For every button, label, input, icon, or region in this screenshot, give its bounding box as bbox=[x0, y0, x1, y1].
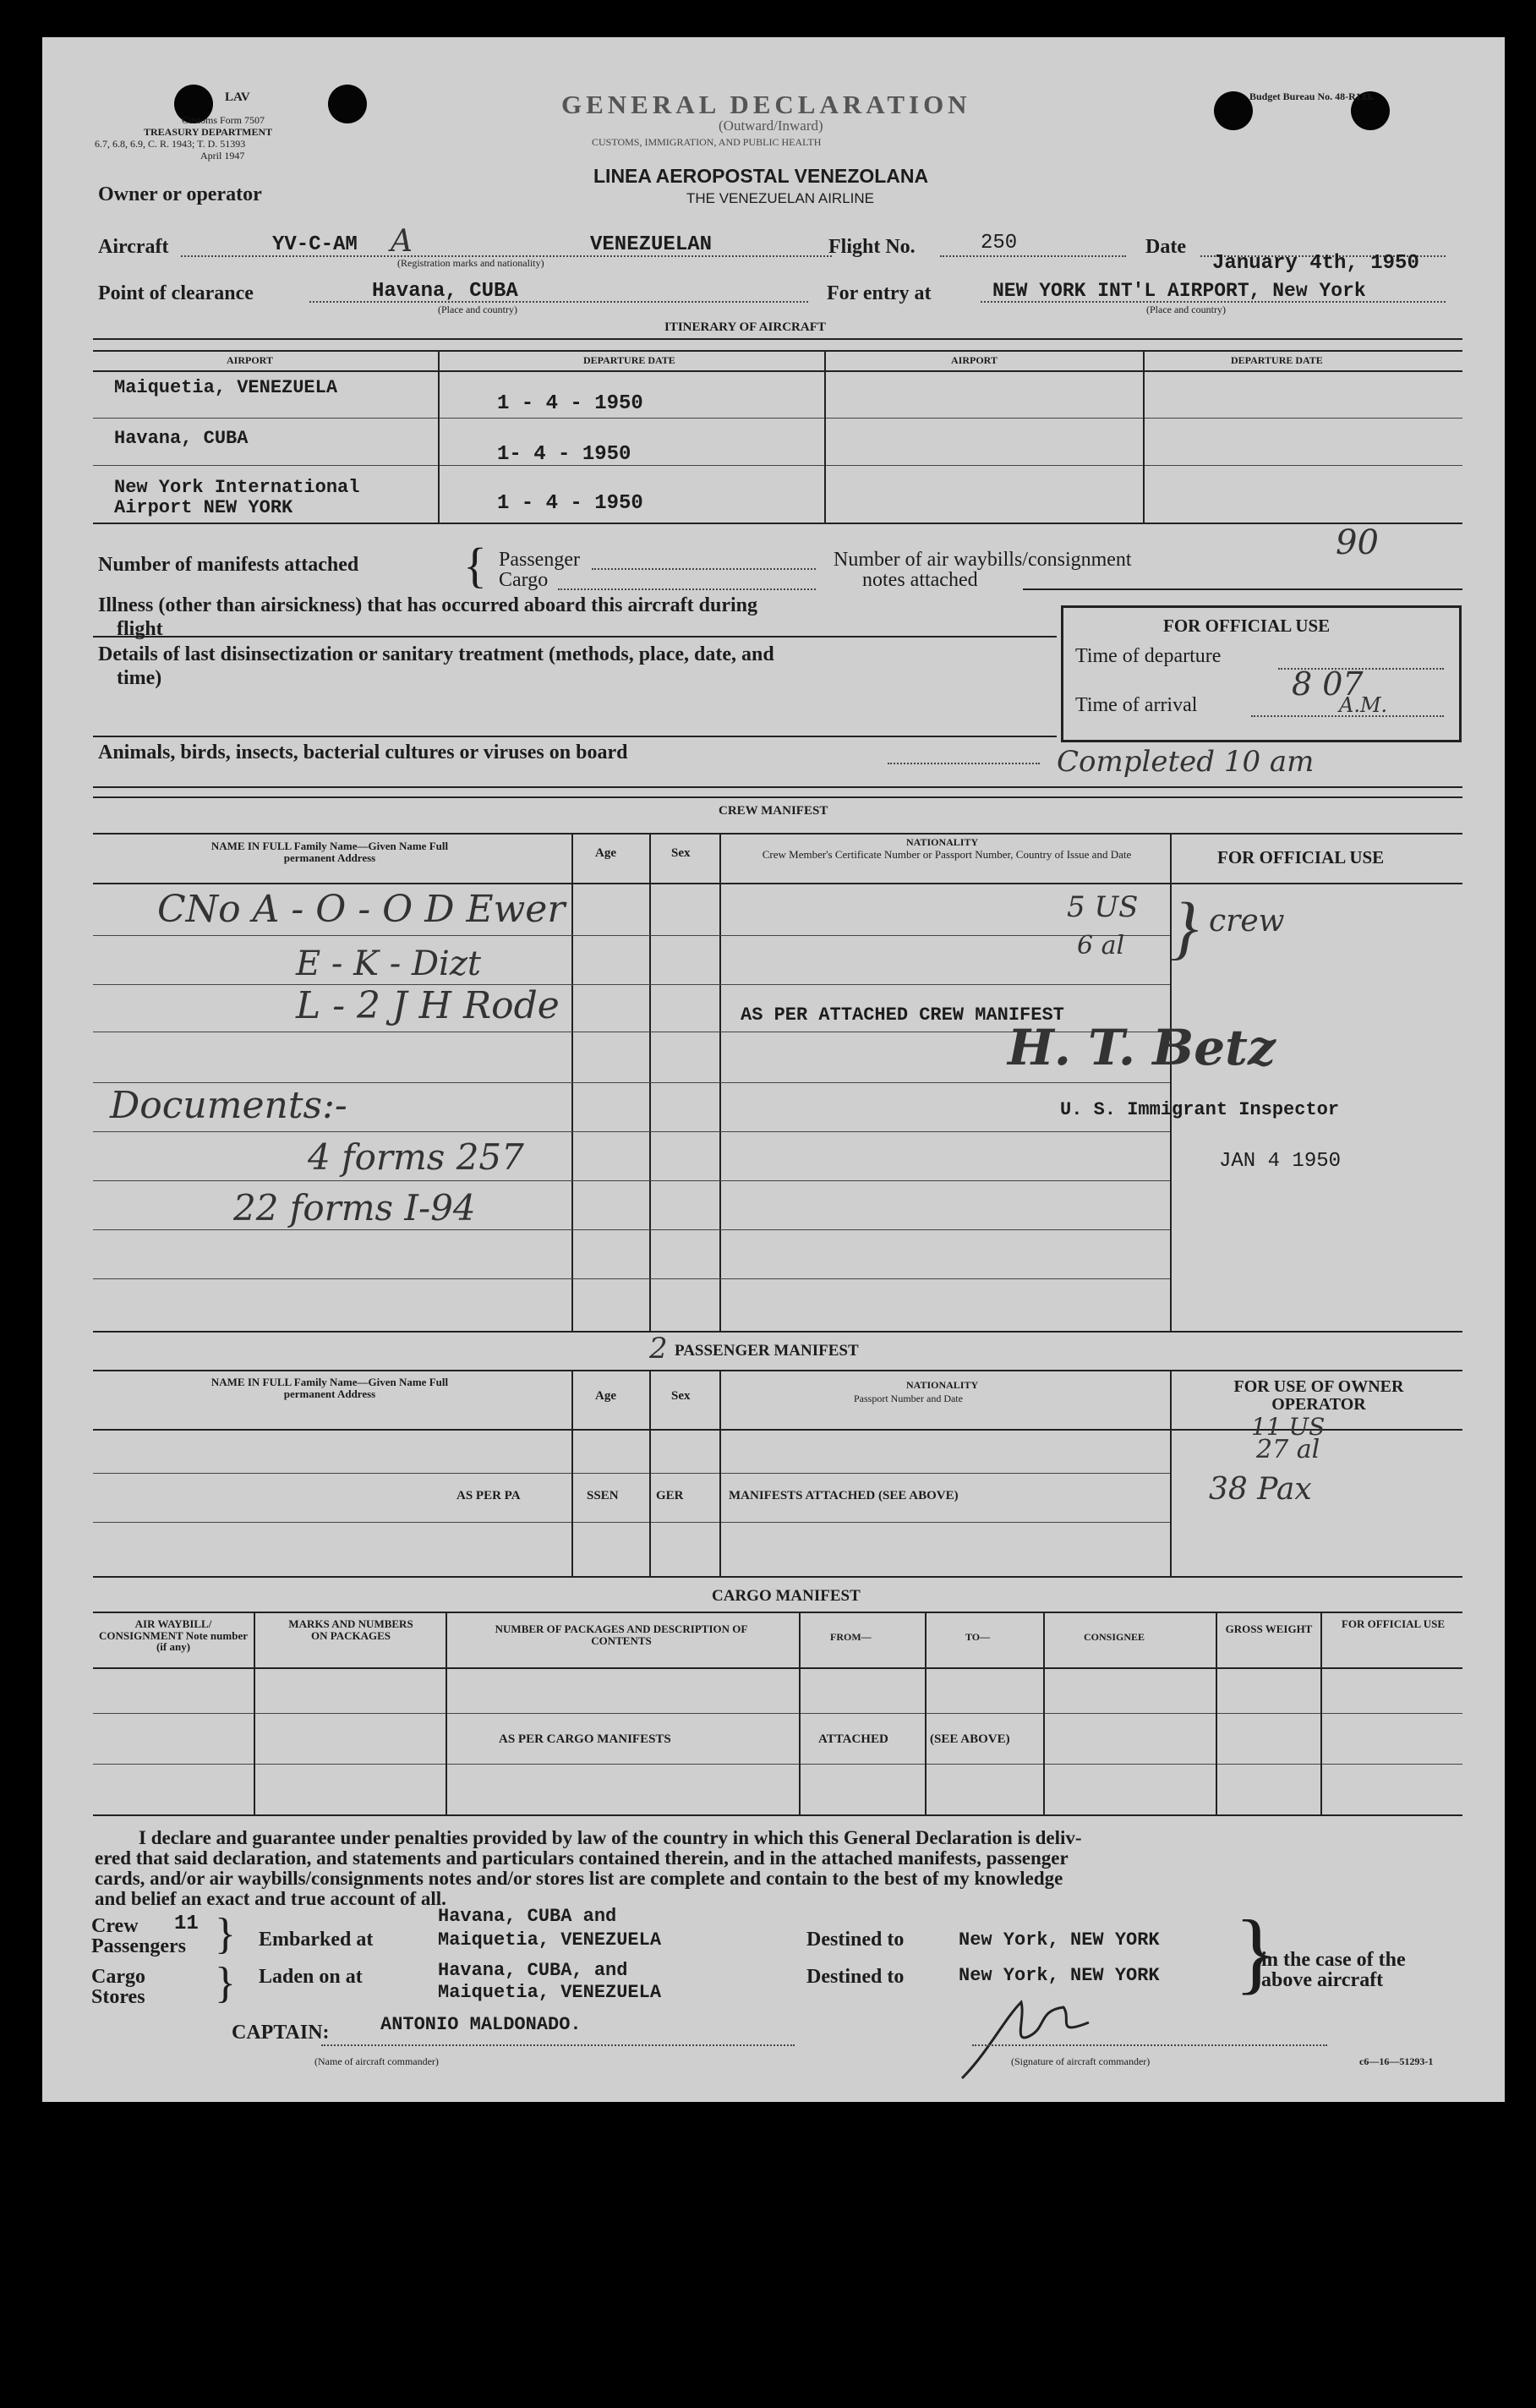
crew-header-certificate: Crew Member's Certificate Number or Passport Number, Country of Issue and Date bbox=[762, 848, 1132, 861]
captain-dotted-line bbox=[321, 2044, 795, 2046]
cargo-header-top bbox=[93, 1612, 1462, 1613]
cargo-row-see-above: (SEE ABOVE) bbox=[930, 1732, 1010, 1746]
crew-row-line bbox=[93, 984, 1170, 985]
entry-label: For entry at bbox=[827, 282, 932, 304]
cargo-header-from: FROM— bbox=[830, 1631, 872, 1643]
stores-label: Stores bbox=[91, 1986, 145, 2008]
crew-count-us-handwritten: 5 US bbox=[1067, 890, 1139, 924]
date-value: January 4th, 1950 bbox=[1212, 252, 1419, 275]
cargo-col-line bbox=[445, 1612, 447, 1814]
crew-handwritten-2: E - K - Dizt bbox=[296, 944, 481, 983]
owner-operator-label: Owner or operator bbox=[98, 183, 262, 205]
destined-value-2: New York, NEW YORK bbox=[959, 1965, 1160, 1986]
passenger-row-as-per: AS PER PA bbox=[456, 1489, 521, 1502]
laden-value-1: Havana, CUBA, and bbox=[438, 1960, 628, 1981]
passenger-col-line bbox=[649, 1370, 651, 1576]
itinerary-airport-1: Maiquetia, VENEZUELA bbox=[114, 377, 338, 398]
punch-hole bbox=[1214, 91, 1253, 130]
clearance-value: Havana, CUBA bbox=[372, 280, 518, 303]
passenger-row-line bbox=[93, 1473, 1170, 1474]
itinerary-bottom-rule bbox=[93, 523, 1462, 524]
cargo-row-attached: ATTACHED bbox=[818, 1732, 888, 1746]
cargo-stores-brace: } bbox=[215, 1959, 236, 2007]
time-departure-label: Time of departure bbox=[1075, 645, 1222, 667]
disinsectization-rule bbox=[93, 736, 1057, 737]
cargo-header-waybill: AIR WAYBILL/ CONSIGNMENT Note number (if any) bbox=[99, 1617, 248, 1654]
crew-header-official: FOR OFFICIAL USE bbox=[1217, 847, 1385, 867]
declaration-line-4: and belief an exact and true account of all. bbox=[95, 1888, 446, 1909]
passenger-row-manifests: MANIFESTS ATTACHED (SEE ABOVE) bbox=[729, 1489, 959, 1502]
crew-handwritten-label: crew bbox=[1209, 904, 1285, 939]
passenger-header-name: NAME IN FULL Family Name—Given Name Full permanent Address bbox=[210, 1376, 449, 1400]
passenger-row-ssen: SSEN bbox=[587, 1489, 619, 1502]
flight-no-label: Flight No. bbox=[828, 236, 916, 258]
passenger-prefix-handwritten: 2 bbox=[649, 1332, 668, 1365]
declaration-line-1: I declare and guarantee under penalties provided by law of the country in which this General Declaration is deliv- bbox=[139, 1827, 1082, 1848]
airline-name: LINEA AEROPOSTAL VENEZOLANA bbox=[593, 165, 929, 187]
declaration-line-3: cards, and/or air waybills/consignments notes and/or stores list are complete and contain to the best of my knowledge bbox=[95, 1868, 1063, 1889]
declaration-form-sheet bbox=[42, 37, 1505, 2102]
cargo-header-marks: MARKS AND NUMBERS ON PACKAGES bbox=[288, 1617, 413, 1642]
itinerary-header-airport-2: AIRPORT bbox=[951, 354, 998, 366]
illness-rule bbox=[93, 636, 1057, 638]
flight-dotted-line bbox=[940, 255, 1126, 257]
crew-manifest-title: CREW MANIFEST bbox=[719, 804, 828, 818]
cargo-dotted-line bbox=[558, 588, 816, 590]
disinsectization-label: Details of last disinsectization or sanitary treatment (methods, place, date, and bbox=[98, 643, 774, 665]
passenger-manifest-title: PASSENGER MANIFEST bbox=[675, 1342, 859, 1360]
passenger-bottom bbox=[93, 1576, 1462, 1578]
form-title: GENERAL DECLARATION bbox=[561, 90, 971, 119]
animals-handwritten: Completed 10 am bbox=[1057, 745, 1315, 779]
clearance-label: Point of clearance bbox=[98, 282, 254, 304]
customs-form-line-3: 6.7, 6.8, 6.9, C. R. 1943; T. D. 51393 bbox=[95, 138, 246, 150]
itinerary-row-line bbox=[93, 465, 1462, 466]
embarked-value-1: Havana, CUBA and bbox=[438, 1906, 617, 1927]
flight-number: 250 bbox=[981, 232, 1018, 254]
crew-header-bottom bbox=[93, 883, 1462, 884]
cargo-col-line bbox=[1320, 1612, 1322, 1814]
crew-header-sex: Sex bbox=[671, 846, 691, 860]
itinerary-row-line bbox=[93, 418, 1462, 419]
form-subtitle: (Outward/Inward) bbox=[719, 118, 823, 134]
laden-value-2: Maiquetia, VENEZUELA bbox=[438, 1982, 662, 2003]
case-label-2: above aircraft bbox=[1261, 1969, 1384, 1991]
illness-label: Illness (other than airsickness) that has occurred aboard this aircraft during bbox=[98, 594, 758, 616]
passenger-total-handwritten: 38 Pax bbox=[1209, 1472, 1312, 1507]
itinerary-airport-2: Havana, CUBA bbox=[114, 428, 249, 449]
destined-label-1: Destined to bbox=[806, 1929, 905, 1951]
customs-form-line-4: April 1947 bbox=[200, 150, 245, 161]
declaration-line-2: ered that said declaration, and statements and particulars contained therein, and in the attached manifests, passenger bbox=[95, 1847, 1069, 1869]
manifests-brace: { bbox=[463, 538, 487, 593]
clearance-caption: (Place and country) bbox=[438, 304, 517, 315]
cargo-stores-label: Cargo bbox=[91, 1966, 145, 1988]
crew-row-line bbox=[93, 1180, 1170, 1181]
crew-row-line bbox=[93, 1082, 1170, 1083]
crew-count-al-handwritten: 6 al bbox=[1077, 931, 1125, 960]
passenger-col-line bbox=[719, 1370, 721, 1576]
waybills-rule bbox=[1023, 588, 1462, 590]
aircraft-label: Aircraft bbox=[98, 236, 169, 258]
cargo-header-bottom bbox=[93, 1667, 1462, 1669]
entry-caption: (Place and country) bbox=[1146, 304, 1226, 315]
itinerary-header-departure-2: DEPARTURE DATE bbox=[1231, 354, 1323, 366]
official-use-title: FOR OFFICIAL USE bbox=[1163, 616, 1331, 636]
cargo-col-line bbox=[1216, 1612, 1217, 1814]
cargo-row-line bbox=[93, 1713, 1462, 1714]
crew-bottom bbox=[93, 1331, 1462, 1333]
cargo-header-packages: NUMBER OF PACKAGES AND DESCRIPTION OF CONTENTS bbox=[495, 1623, 748, 1647]
itinerary-date-1: 1 - 4 - 1950 bbox=[497, 392, 643, 415]
passenger-dotted-line bbox=[592, 568, 816, 570]
destined-label-2: Destined to bbox=[806, 1966, 905, 1988]
itinerary-airport-3b: Airport NEW YORK bbox=[114, 497, 293, 518]
animals-dotted-line bbox=[888, 763, 1040, 764]
entry-value: NEW YORK INT'L AIRPORT, New York bbox=[992, 280, 1366, 302]
crew-attached-manifest: AS PER ATTACHED CREW MANIFEST bbox=[741, 1004, 1064, 1026]
arrival-ampm-handwritten: A.M. bbox=[1339, 693, 1388, 717]
passenger-header-owner: FOR USE OF OWNER OPERATOR bbox=[1233, 1377, 1404, 1414]
crew-handwritten-6: 22 forms I-94 bbox=[233, 1187, 476, 1229]
airline-subname: THE VENEZUELAN AIRLINE bbox=[686, 190, 875, 206]
itinerary-date-2: 1- 4 - 1950 bbox=[497, 443, 631, 466]
arrival-time-handwritten: 8 07 bbox=[1292, 665, 1364, 703]
itinerary-col-line bbox=[1143, 350, 1145, 523]
captain-label: CAPTAIN: bbox=[232, 2022, 330, 2044]
passenger-row-line bbox=[93, 1522, 1170, 1523]
crew-header-nationality: NATIONALITY bbox=[906, 836, 979, 848]
crew-row-line bbox=[93, 1131, 1170, 1132]
passenger-label: Passenger bbox=[499, 549, 580, 571]
passenger-col-line bbox=[571, 1370, 573, 1576]
passenger-row-ger: GER bbox=[656, 1489, 684, 1502]
form-print-number: c6—16—51293-1 bbox=[1359, 2055, 1434, 2067]
cargo-col-line bbox=[925, 1612, 927, 1814]
crew-row-line bbox=[93, 1229, 1170, 1230]
cargo-bottom bbox=[93, 1814, 1462, 1816]
aircraft-nationality: VENEZUELAN bbox=[590, 233, 713, 256]
passenger-header-nationality: NATIONALITY bbox=[906, 1379, 979, 1391]
case-label-1: in the case of the bbox=[1261, 1949, 1406, 1971]
waybills-label-1: Number of air waybills/consignment bbox=[834, 549, 1132, 571]
crew-passengers-brace: } bbox=[215, 1910, 236, 1958]
passenger-col-line bbox=[1170, 1370, 1172, 1576]
cargo-col-line bbox=[1043, 1612, 1045, 1814]
passenger-header-top bbox=[93, 1370, 1462, 1371]
crew-handwritten-1: CNo A - O - O D Ewer bbox=[157, 888, 566, 931]
itinerary-airport-3: New York International bbox=[114, 477, 360, 498]
cargo-header-official: FOR OFFICIAL USE bbox=[1341, 1617, 1446, 1630]
illness-label-2: flight bbox=[117, 618, 163, 640]
customs-form-line-2: TREASURY DEPARTMENT bbox=[144, 126, 273, 138]
inspector-title: U. S. Immigrant Inspector bbox=[1060, 1099, 1340, 1120]
passenger-header-age: Age bbox=[595, 1389, 616, 1403]
embarked-label: Embarked at bbox=[259, 1929, 374, 1951]
cargo-header-to: TO— bbox=[965, 1631, 991, 1643]
signature-dotted-line bbox=[972, 2044, 1327, 2046]
animals-label: Animals, birds, insects, bacterial cultures or viruses on board bbox=[98, 742, 628, 763]
itinerary-header-departure-1: DEPARTURE DATE bbox=[583, 354, 675, 366]
passenger-count-us-handwritten: 11 US bbox=[1251, 1413, 1326, 1441]
crew-handwritten-5: 4 forms 257 bbox=[308, 1136, 524, 1178]
itinerary-date-3: 1 - 4 - 1950 bbox=[497, 492, 643, 515]
customs-form-line-1: Customs Form 7507 bbox=[182, 114, 265, 126]
budget-bureau-number: Budget Bureau No. 48-R133. bbox=[1249, 90, 1374, 102]
crew-row-line bbox=[93, 935, 1170, 936]
crew-row-line bbox=[93, 1278, 1170, 1279]
destination-brace: } bbox=[1234, 1902, 1278, 2003]
destined-value-1: New York, NEW YORK bbox=[959, 1929, 1160, 1951]
cargo-label: Cargo bbox=[499, 569, 549, 591]
passengers-label: Passengers bbox=[91, 1935, 186, 1957]
embarked-value-2: Maiquetia, VENEZUELA bbox=[438, 1929, 662, 1951]
commander-name-caption: (Name of aircraft commander) bbox=[314, 2055, 439, 2067]
crew-header-top bbox=[93, 833, 1462, 835]
laden-label: Laden on at bbox=[259, 1966, 363, 1988]
crew-handwritten-3: L - 2 J H Rode bbox=[296, 984, 560, 1027]
itinerary-col-line bbox=[824, 350, 826, 523]
cargo-header-consignee: CONSIGNEE bbox=[1084, 1631, 1145, 1643]
inspector-stamp-date: JAN 4 1950 bbox=[1219, 1150, 1342, 1173]
cargo-header-gross-weight: GROSS WEIGHT bbox=[1225, 1623, 1313, 1635]
crew-header-age: Age bbox=[595, 846, 616, 860]
disinsectization-label-2: time) bbox=[117, 667, 162, 689]
cargo-col-line bbox=[254, 1612, 255, 1814]
cargo-row-as-per: AS PER CARGO MANIFESTS bbox=[499, 1732, 671, 1746]
form-subtitle-2: CUSTOMS, IMMIGRATION, AND PUBLIC HEALTH bbox=[592, 136, 822, 148]
inspector-signature: H. T. Betz bbox=[1008, 1019, 1276, 1076]
itinerary-top-rule bbox=[93, 338, 1462, 340]
crew-count-label: Crew bbox=[91, 1915, 139, 1937]
itinerary-header-bottom bbox=[93, 370, 1462, 372]
crew-handwritten-4: Documents:- bbox=[110, 1084, 347, 1127]
cargo-row-line bbox=[93, 1764, 1462, 1765]
signature-caption: (Signature of aircraft commander) bbox=[1011, 2055, 1151, 2067]
lav-mark: LAV bbox=[225, 90, 250, 104]
itinerary-header-top bbox=[93, 350, 1462, 352]
section-rule bbox=[93, 796, 1462, 798]
registration-caption: (Registration marks and nationality) bbox=[397, 257, 544, 269]
aircraft-registration: YV-C-AM bbox=[272, 233, 358, 256]
manifests-attached-label: Number of manifests attached bbox=[98, 554, 359, 576]
crew-brace-handwritten: } bbox=[1170, 889, 1199, 967]
date-label: Date bbox=[1145, 236, 1186, 258]
passenger-header-sex: Sex bbox=[671, 1389, 691, 1403]
punch-hole bbox=[328, 85, 367, 123]
captain-signature bbox=[945, 1985, 1114, 2087]
itinerary-header-airport-1: AIRPORT bbox=[227, 354, 273, 366]
waybills-label-2: notes attached bbox=[862, 569, 978, 591]
section-rule bbox=[93, 786, 1462, 788]
passenger-header-passport: Passport Number and Date bbox=[854, 1393, 963, 1404]
time-arrival-label: Time of arrival bbox=[1075, 694, 1198, 716]
captain-name: ANTONIO MALDONADO. bbox=[380, 2014, 582, 2035]
waybills-count-handwritten: 90 bbox=[1336, 523, 1379, 562]
aircraft-suffix-handwritten: A bbox=[391, 224, 413, 259]
passenger-count-al-handwritten: 27 al bbox=[1256, 1435, 1320, 1464]
itinerary-title: ITINERARY OF AIRCRAFT bbox=[664, 320, 826, 334]
crew-header-name: NAME IN FULL Family Name—Given Name Full permanent Address bbox=[210, 840, 449, 864]
cargo-col-line bbox=[799, 1612, 801, 1814]
cargo-manifest-title: CARGO MANIFEST bbox=[712, 1587, 861, 1605]
crew-count-value: 11 bbox=[174, 1913, 199, 1935]
itinerary-col-line bbox=[438, 350, 440, 523]
